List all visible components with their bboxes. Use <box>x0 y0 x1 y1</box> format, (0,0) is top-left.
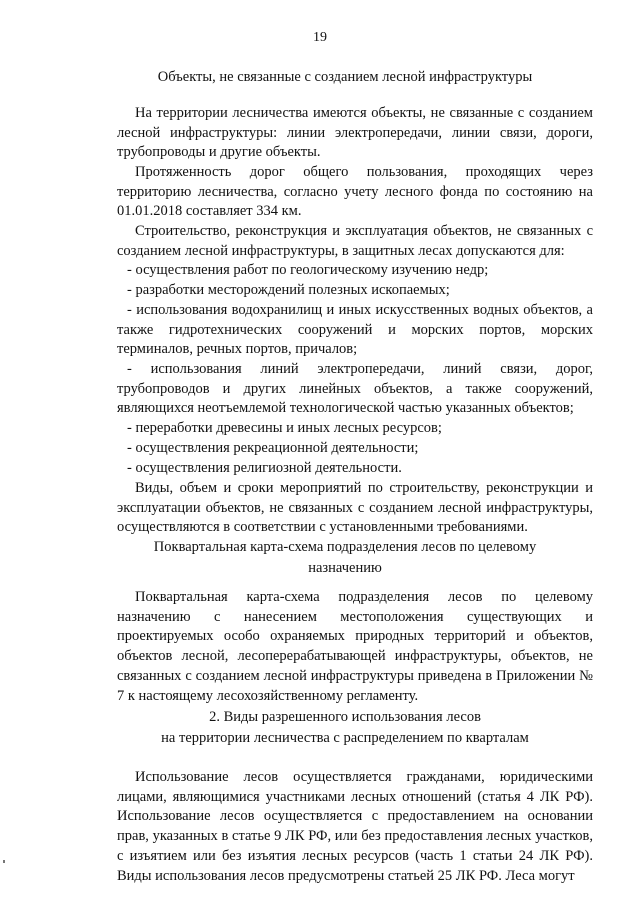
list-item-religious: - осуществления религиозной деятельности. <box>127 460 402 476</box>
paragraph-map-scheme: Поквартальная карта-схема подразделения лесов по целевому назначению с нанесением местоположения существующих и проектируемых особо охраняемых природных территорий и объектов, объектов лесной, лесоперерабатывающей инфраструктуры, объектов, не связанных с созданием лесной инфраструктуры приведена в Приложении № 7 к настоящему лесохозяйственному регламенту. <box>117 589 593 704</box>
scan-mark <box>3 860 5 863</box>
section-heading-map-scheme <box>110 537 580 579</box>
paragraph-measures: Виды, объем и сроки мероприятий по строительству, реконструкции и эксплуатации объектов, не связанных с созданием лесной инфраструктуры, осуществляются в соответствии с установленными требованиями. <box>117 480 593 536</box>
section-heading-non-infrastructure-objects: Объекты, не связанные с созданием лесной инфраструктуры <box>157 69 533 85</box>
list-item-geology: - осуществления работ по геологическому изучению недр; <box>127 262 489 278</box>
list-item-linear-objects: - использования линий электропередачи, линий связи, дорог, трубопроводов и других линейных объектов, а также сооружений, являющихся неотъемлемой технологической частью указанных объектов; <box>117 361 593 417</box>
paragraph-forest-use: Использование лесов осуществляется гражданами, юридическими лицами, являющимися участниками лесных отношений (статья 4 ЛК РФ). Использование лесов осуществляется с предоставлением на основании прав, указанных в статье 9 ЛК РФ, или без предоставления лесных участков, с изъятием или без изъятия лесных ресурсов (часть 1 статьи 24 ЛК РФ). Виды использования лесов предусмотрены статьей 25 ЛК РФ. Леса могут <box>117 769 593 884</box>
page-number: 19 <box>313 30 327 45</box>
section-heading-map-scheme-line1: Поквартальная карта-схема подразделения лесов по целевому <box>153 539 537 555</box>
list-item-reservoirs: - использования водохранилищ и иных искусственных водных объектов, а также гидротехнических сооружений и морских портов, морских терминалов, речных портов, причалов; <box>117 302 593 358</box>
section-heading-permitted-uses-line1: 2. Виды разрешенного использования лесов <box>209 709 481 725</box>
paragraph-road-length: Протяженность дорог общего пользования, проходящих через территорию лесничества, согласно учету лесного фонда по состоянию на 01.01.2018 составляет 334 км. <box>117 164 593 220</box>
paragraph-objects-on-territory: На территории лесничества имеются объекты, не связанные с созданием лесной инфраструктуры: линии электропередачи, линии связи, дороги, трубопроводы и другие объекты. <box>117 105 593 161</box>
section-heading-map-scheme-line2: назначению <box>308 560 382 576</box>
list-item-mineral-deposits: - разработки месторождений полезных ископаемых; <box>127 282 450 298</box>
list-item-recreation: - осуществления рекреационной деятельности; <box>127 440 419 456</box>
paragraph-construction-allowed: Строительство, реконструкция и эксплуатация объектов, не связанных с созданием лесной инфраструктуры, в защитных лесах допускаются для: <box>117 223 593 259</box>
section-heading-permitted-uses-line2: на территории лесничества с распределением по кварталам <box>161 730 529 746</box>
section-heading-permitted-uses <box>110 707 580 749</box>
list-item-wood-processing: - переработки древесины и иных лесных ресурсов; <box>127 420 442 436</box>
